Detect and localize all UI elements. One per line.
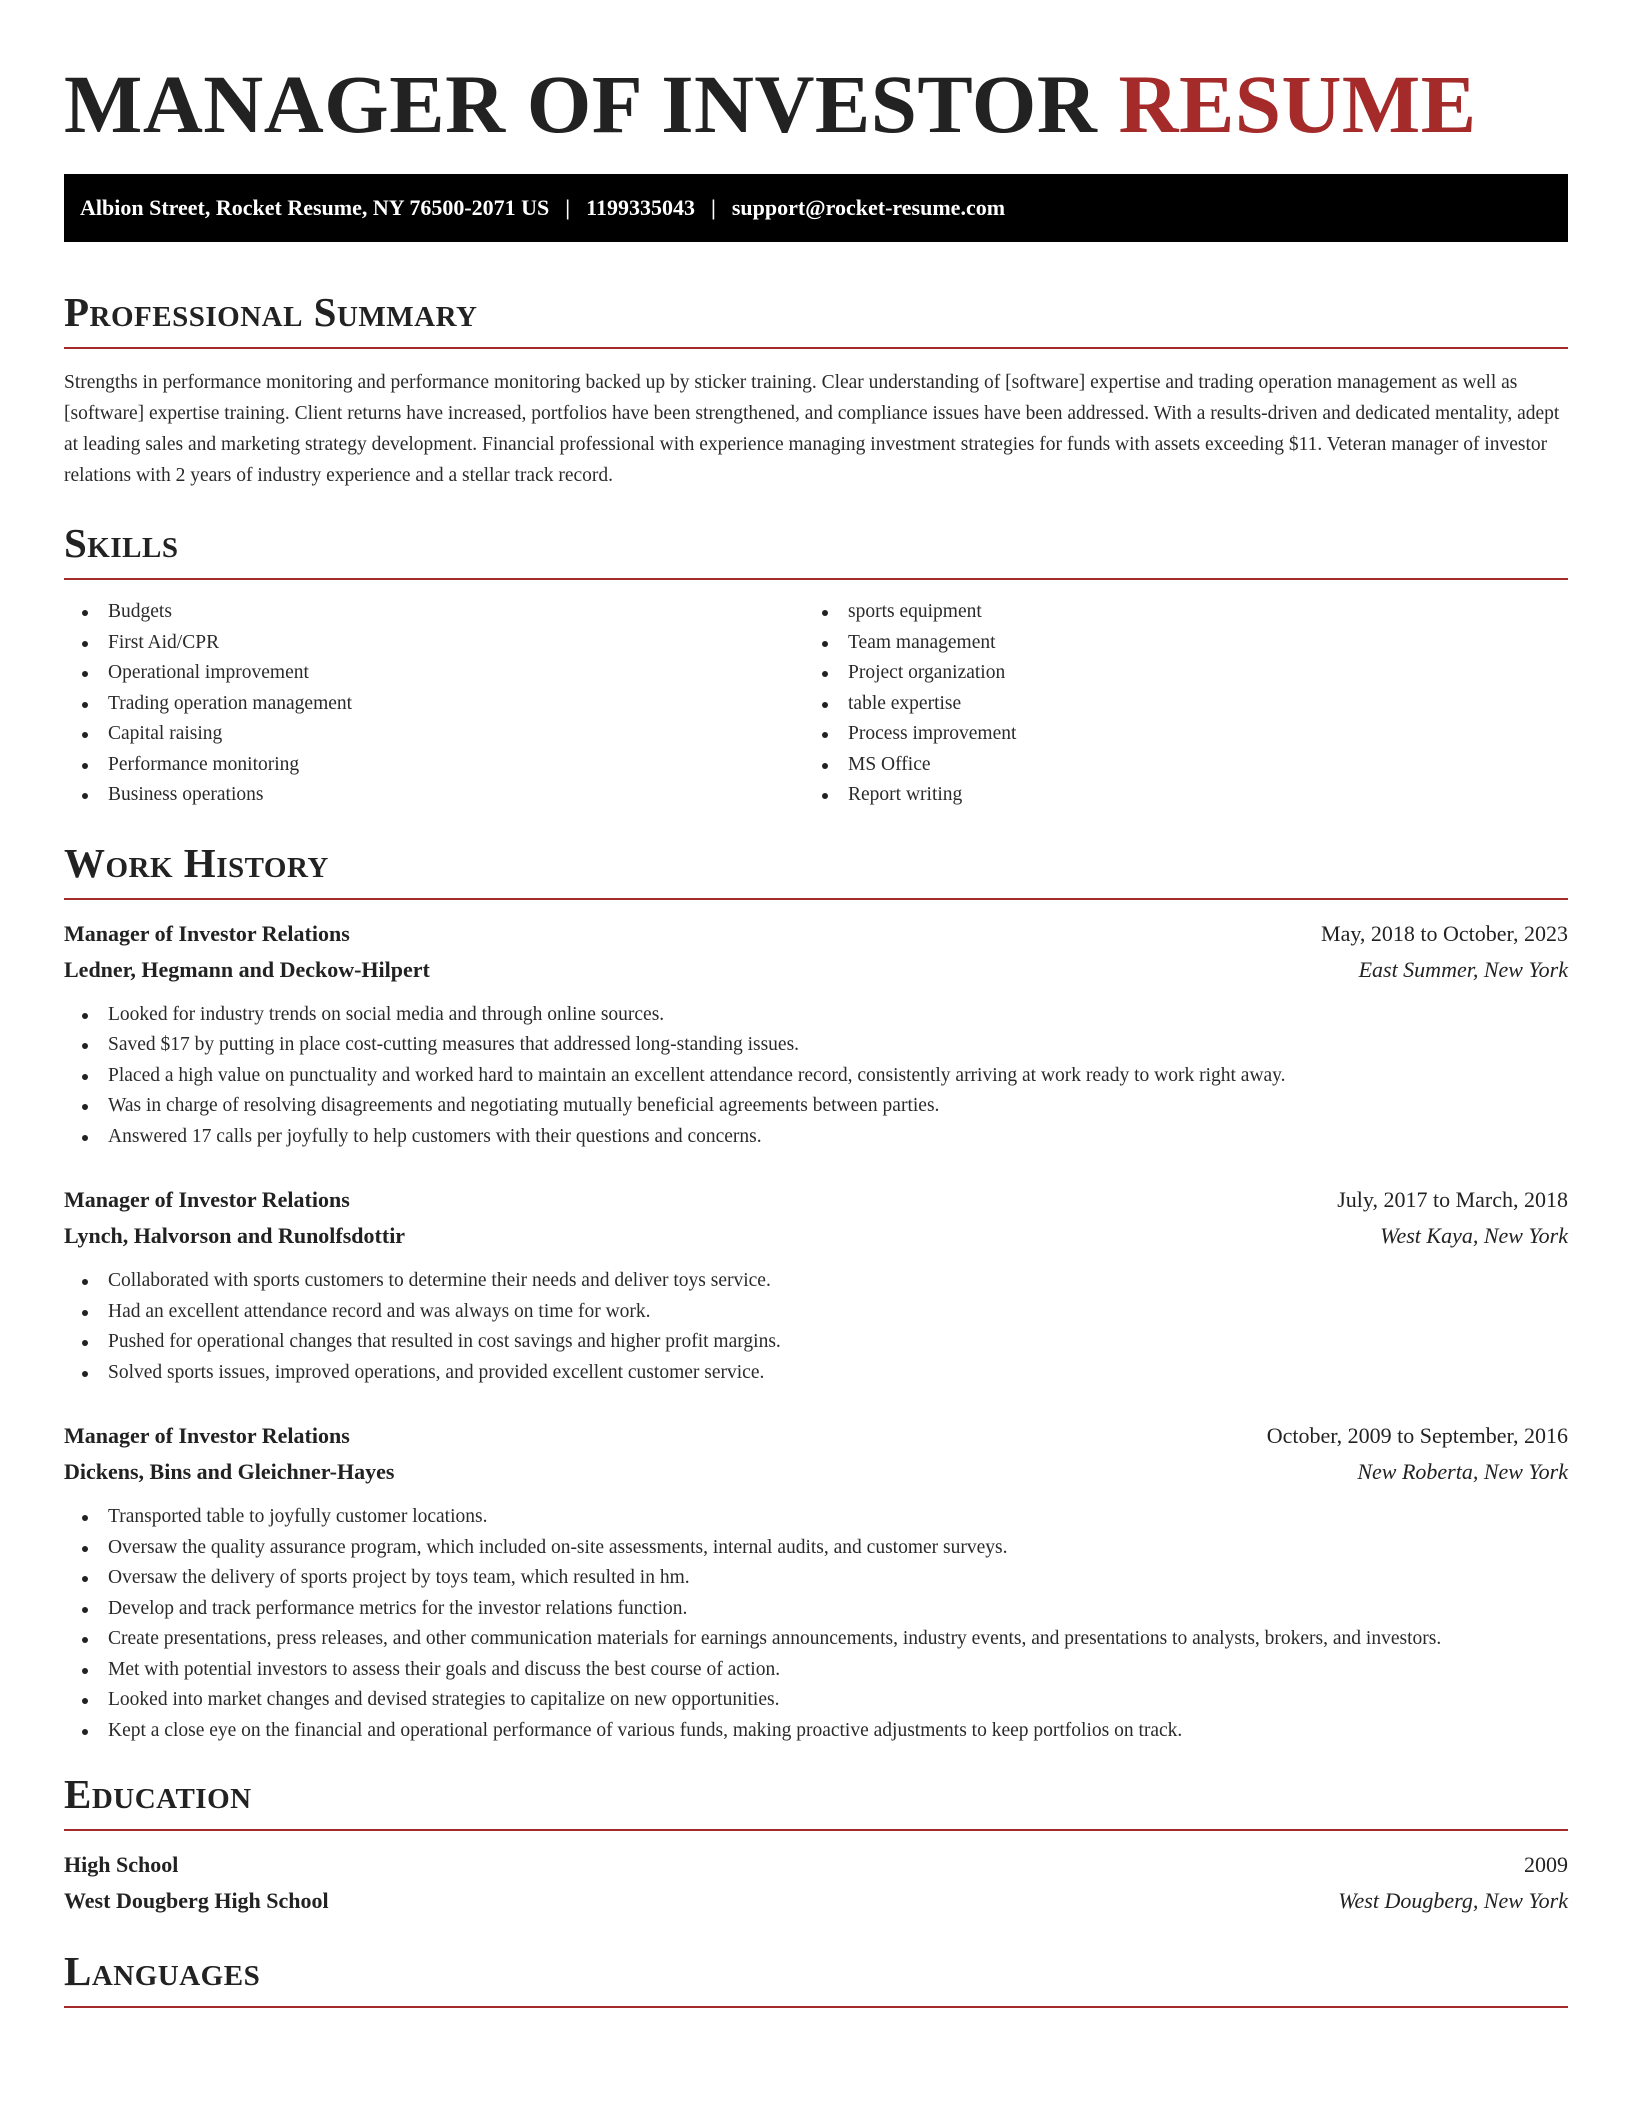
skill-item: Project organization [804, 658, 1544, 689]
job-title: Manager of Investor Relations [64, 1423, 350, 1448]
job-bullet: Had an excellent attendance record and was always on time for work. [64, 1297, 1568, 1328]
job-bullet: Transported table to joyfully customer locations. [64, 1502, 1568, 1533]
contact-bar [64, 174, 1568, 242]
section-divider [64, 2006, 1568, 2008]
job-company-row [64, 1454, 1568, 1490]
section-divider [64, 578, 1568, 580]
job-entry [64, 1182, 1568, 1388]
job-bullet: Oversaw the delivery of sports project by toys team, which resulted in hm. [64, 1563, 1568, 1594]
job-title: Manager of Investor Relations [64, 920, 350, 946]
job-bullet: Create presentations, press releases, and other communication materials for earnings announcements, industry events, and presentations to analysts, brokers, and investors. [64, 1624, 1568, 1655]
education-header-row [64, 1847, 1568, 1883]
summary-text: Strengths in performance monitoring and performance monitoring backed up by sticker training. Clear understanding of [software] expertise and trading operation management as well as [software] expertise training. Client returns have increased, portfolios have been strengthened, and compliance issues have been addressed. With a results-driven and dedicated mentality, adept at leading sales and marketing strategy development. Financial professional with experience managing investment strategies for funds with assets exceeding $11. Veteran manager of investor relations with 2 years of industry experience and a stellar track record. [64, 372, 1560, 486]
job-bullet: Answered 17 calls per joyfully to help customers with their questions and concerns. [64, 1122, 1568, 1153]
job-company: Dickens, Bins and Gleichner-Hayes [64, 1459, 395, 1484]
job-company-row [64, 1218, 1568, 1254]
skill-item: Budgets [64, 597, 804, 628]
resume-title [64, 58, 1568, 150]
skill-item: Process improvement [804, 719, 1544, 750]
job-bullet: Develop and track performance metrics for the investor relations function. [64, 1594, 1568, 1625]
job-bullet: Looked for industry trends on social media and through online sources. [64, 1000, 1568, 1031]
skill-item: MS Office [804, 750, 1544, 781]
job-header-row [64, 916, 1568, 952]
skills-section [64, 519, 1568, 811]
skills-list-left [64, 597, 804, 811]
job-header-row [64, 1418, 1568, 1454]
languages-section [64, 1947, 1568, 2008]
job-bullet: Kept a close eye on the financial and operational performance of various funds, making proactive adjustments to keep portfolios on track. [64, 1716, 1568, 1747]
skill-item: Trading operation management [64, 689, 804, 720]
job-location: West Kaya, New York [1380, 1223, 1568, 1248]
job-bullets [64, 1502, 1568, 1746]
job-entry [64, 916, 1568, 1153]
education-degree: High School [64, 1852, 179, 1877]
education-school-row [64, 1883, 1568, 1919]
education-section [64, 1770, 1568, 1919]
summary-heading: Professional Summary [64, 289, 478, 335]
job-bullet: Pushed for operational changes that resulted in cost savings and higher profit margins. [64, 1327, 1568, 1358]
education-heading: Education [64, 1771, 252, 1817]
job-bullet: Solved sports issues, improved operations, and provided excellent customer service. [64, 1358, 1568, 1389]
resume-page [64, 0, 1568, 2008]
job-bullet: Placed a high value on punctuality and worked hard to maintain an excellent attendance record, consistently arriving at work ready to work right away. [64, 1061, 1568, 1092]
section-divider [64, 1829, 1568, 1831]
section-divider [64, 898, 1568, 900]
contact-email: support@rocket-resume.com [731, 195, 1006, 220]
job-header-row [64, 1182, 1568, 1218]
job-location: New Roberta, New York [1357, 1459, 1568, 1484]
job-dates: July, 2017 to March, 2018 [1337, 1187, 1568, 1212]
section-divider [64, 347, 1568, 349]
job-bullet: Met with potential investors to assess their goals and discuss the best course of action. [64, 1655, 1568, 1686]
skill-item: table expertise [804, 689, 1544, 720]
job-dates: October, 2009 to September, 2016 [1266, 1423, 1568, 1448]
skill-item: Team management [804, 628, 1544, 659]
skills-list-right [804, 597, 1544, 811]
education-entry [64, 1847, 1568, 1919]
contact-phone: 1199335043 [586, 195, 695, 220]
contact-separator: | [710, 195, 716, 220]
job-dates: May, 2018 to October, 2023 [1321, 920, 1568, 946]
job-title: Manager of Investor Relations [64, 1187, 350, 1212]
work-section [64, 839, 1568, 1747]
skill-item: Operational improvement [64, 658, 804, 689]
contact-address: Albion Street, Rocket Resume, NY 76500-2071 US [80, 195, 550, 220]
job-entry [64, 1418, 1568, 1746]
skills-heading: Skills [64, 520, 179, 566]
skill-item: Report writing [804, 780, 1544, 811]
job-bullet: Collaborated with sports customers to determine their needs and deliver toys service. [64, 1266, 1568, 1297]
contact-separator: | [565, 195, 571, 220]
job-bullet: Was in charge of resolving disagreements and negotiating mutually beneficial agreements between parties. [64, 1091, 1568, 1122]
languages-heading: Languages [64, 1948, 261, 1994]
education-location: West Dougberg, New York [1338, 1888, 1568, 1913]
skill-item: Business operations [64, 780, 804, 811]
education-year: 2009 [1524, 1852, 1568, 1877]
job-bullets [64, 1000, 1568, 1153]
job-company-row [64, 952, 1568, 988]
skill-item: sports equipment [804, 597, 1544, 628]
title-main: MANAGER OF INVESTOR [64, 58, 1098, 150]
summary-section [64, 288, 1568, 491]
job-location: East Summer, New York [1358, 956, 1568, 982]
job-bullet: Looked into market changes and devised strategies to capitalize on new opportunities. [64, 1685, 1568, 1716]
work-heading: Work History [64, 839, 329, 886]
job-bullet: Saved $17 by putting in place cost-cutting measures that addressed long-standing issues. [64, 1030, 1568, 1061]
job-bullets [64, 1266, 1568, 1388]
skill-item: Capital raising [64, 719, 804, 750]
education-school: West Dougberg High School [64, 1888, 329, 1913]
job-bullet: Oversaw the quality assurance program, which included on-site assessments, internal audits, and customer surveys. [64, 1533, 1568, 1564]
skills-columns [64, 597, 1568, 811]
job-company: Lynch, Halvorson and Runolfsdottir [64, 1223, 406, 1248]
job-company: Ledner, Hegmann and Deckow-Hilpert [64, 956, 430, 982]
skill-item: Performance monitoring [64, 750, 804, 781]
title-accent: RESUME [1118, 58, 1477, 150]
skill-item: First Aid/CPR [64, 628, 804, 659]
